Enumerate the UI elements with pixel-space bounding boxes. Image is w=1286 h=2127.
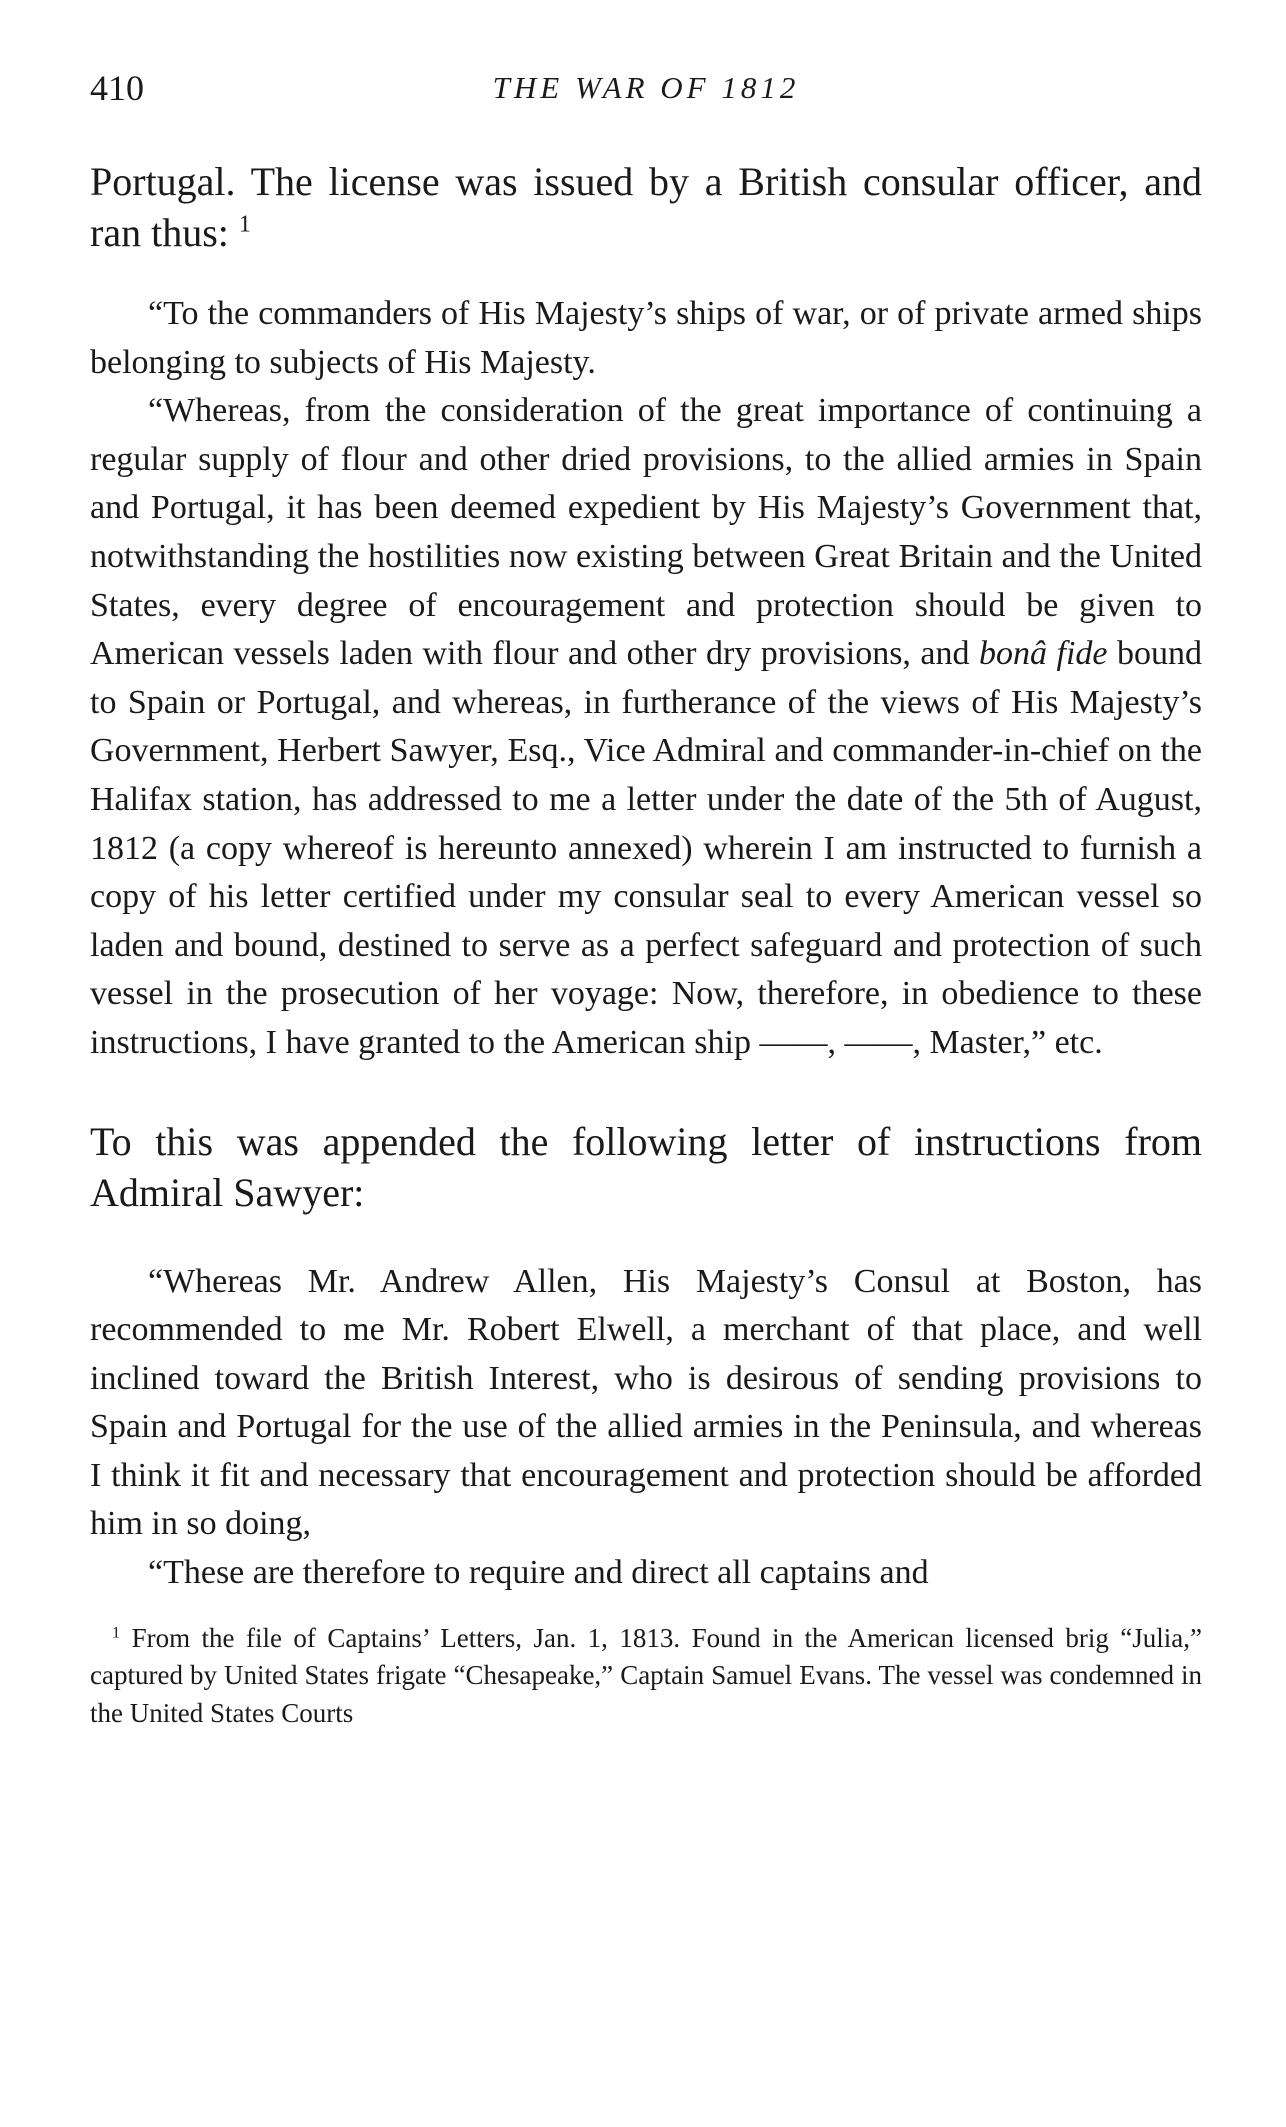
intro-paragraph: [90, 156, 1202, 258]
instructions-paragraph-2: “These are therefore to require and direct all captains and: [148, 1554, 929, 1592]
running-title: THE WAR OF 1812: [492, 70, 800, 105]
footnote-text: From the file of Captains’ Letters, Jan. 1, 1813. Found in the American licensed brig “Julia,” captured by United States frigate “Chesapeake,” Captain Samuel Evans. The vessel was condemned in the United States Courts: [90, 1622, 1203, 1728]
license-paragraph-1: “To the commanders of His Majesty’s ships of war, or of private armed ships belonging to subjects of His Majesty.: [90, 295, 1202, 381]
footnote-reference: 1: [238, 211, 251, 238]
license-paragraph-2: [90, 387, 1202, 1067]
page-number: 410: [90, 68, 144, 108]
instructions-quote: [90, 1258, 1202, 1598]
license-text-before-italic: “Whereas, from the consideration of the great importance of continuing a regular supply of flour and other dried provisions, to the allied armies in Spain and Portugal, it has been deemed expedient by His Majesty’s Government that, notwithstanding the hostilities now existing between Great Britain and the United States, every degree of encouragement and protection should be given to American vessels laden with flour and other dry provisions, and: [90, 392, 1202, 673]
instructions-paragraph-1: “Whereas Mr. Andrew Allen, His Majesty’s Consul at Boston, has recommended to me Mr. Robert Elwell, a merchant of that place, and well inclined toward the British Interest, who is desirous of sending provisions to Spain and Portugal for the use of the allied armies in the Peninsula, and whereas I think it fit and necessary that encouragement and protection should be afforded him in so doing,: [90, 1262, 1202, 1543]
footnote: [90, 1620, 1202, 1733]
running-head: [90, 58, 1202, 118]
license-quote: [90, 290, 1202, 1068]
intro-text: Portugal. The license was issued by a British consular officer, and ran thus:: [90, 159, 1202, 255]
footnote-marker: 1: [112, 1622, 121, 1641]
transition-paragraph: To this was appended the following letter of instructions from Admiral Sawyer:: [90, 1118, 1202, 1215]
license-text-after-italic: bound to Spain or Portugal, and whereas, in furtherance of the views of His Majesty’s Government, Herbert Sawyer, Esq., Vice Admiral and commander-in-chief on the Halifax station, has addressed to me a letter under the date of the 5th of August, 1812 (a copy whereof is hereunto annexed) wherein I am instructed to furnish a copy of his letter certified under my consular seal to every American vessel so laden and bound, destined to serve as a perfect safeguard and protection of such vessel in the prosecution of her voyage: Now, therefore, in obedience to these instructions, I have granted to the American ship ——, ——, Master,” etc.: [90, 635, 1203, 1061]
book-page: [90, 58, 1202, 1732]
license-italic-phrase: bonâ fide: [979, 635, 1108, 673]
